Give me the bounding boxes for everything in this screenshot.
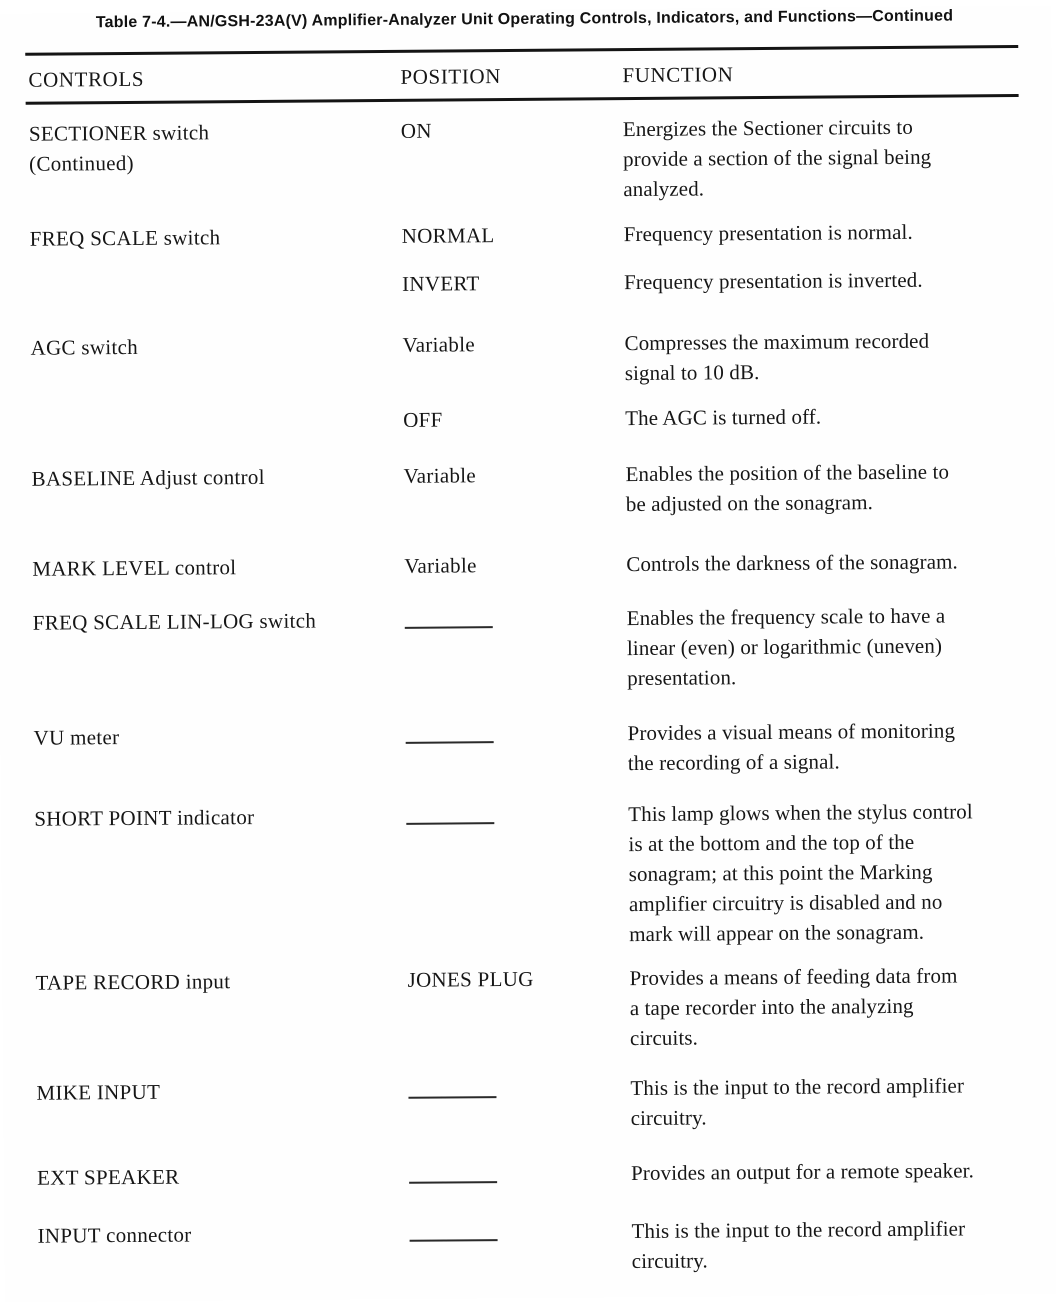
position-dash	[410, 1239, 498, 1242]
position-cell: NORMAL	[401, 223, 495, 248]
function-cell: Enables the frequency scale to have a linear (even) or logarithmic (uneven) presentation.	[626, 603, 946, 691]
position-cell: JONES PLUG	[407, 966, 534, 992]
table-row	[34, 796, 1028, 954]
control-cell	[30, 269, 402, 302]
control-cell: SECTIONER switch (Continued)	[28, 120, 210, 176]
function-cell: This is the input to the record amplifier circuitry.	[631, 1216, 966, 1274]
function-cell: Frequency presentation is inverted.	[623, 267, 923, 295]
table-top-rule	[25, 45, 1018, 56]
table-row	[30, 264, 1023, 302]
position-cell: Variable	[403, 463, 477, 488]
position-cell: ON	[400, 118, 432, 143]
control-cell: INPUT connector	[37, 1222, 192, 1248]
table-title: Table 7-4.—AN/GSH-23A(V) Amplifier-Analyzer Unit Operating Controls, Indicators, and Functions—Continued	[95, 7, 954, 32]
function-cell: This is the input to the record amplifier circuitry.	[630, 1073, 965, 1131]
position-cell	[409, 1216, 631, 1278]
function-cell: Enables the position of the baseline to be adjusted on the sonagram.	[625, 459, 950, 517]
table-row	[37, 1155, 1030, 1193]
position-cell	[405, 603, 628, 695]
position-cell: OFF	[403, 407, 443, 432]
function-cell: Energizes the Sectioner circuits to provide a section of the signal being analyzed.	[622, 114, 932, 202]
control-cell: VU meter	[33, 725, 120, 750]
function-cell: Frequency presentation is normal.	[623, 219, 913, 247]
column-header-function: FUNCTION	[622, 62, 734, 88]
control-cell: AGC switch	[30, 334, 139, 360]
position-cell	[405, 718, 627, 780]
function-cell: Provides a visual means of monitoring the recording of a signal.	[627, 718, 956, 776]
scanned-page	[0, 6, 1056, 1302]
control-cell: SHORT POINT indicator	[34, 805, 255, 831]
table-row	[33, 600, 1027, 698]
table-row	[36, 1070, 1029, 1138]
control-cell: FREQ SCALE LIN-LOG switch	[32, 608, 317, 635]
table-row	[35, 960, 1029, 1058]
table-row	[31, 456, 1024, 524]
control-cell: FREQ SCALE switch	[29, 225, 221, 251]
function-cell: Provides an output for a remote speaker.	[630, 1158, 974, 1186]
control-cell: MIKE INPUT	[36, 1079, 161, 1105]
position-cell	[406, 799, 629, 951]
position-dash	[406, 741, 494, 744]
position-cell	[409, 1158, 631, 1190]
control-cell: EXT SPEAKER	[36, 1164, 180, 1190]
column-header-position: POSITION	[400, 64, 502, 89]
column-header-controls: CONTROLS	[28, 66, 145, 92]
position-dash	[406, 822, 494, 825]
table-row	[30, 216, 1023, 254]
position-cell: Variable	[404, 553, 477, 578]
function-cell: Provides a means of feeding data from a tape recorder into the analyzing circuits.	[629, 963, 958, 1051]
function-cell: This lamp glows when the stylus control is at the bottom and the top of the sonagram; at this point the Marking amplifier circuitry is disabled and no mark will appear on the sonagram.	[628, 799, 973, 947]
position-dash	[408, 1096, 496, 1099]
table-body	[29, 111, 1031, 1281]
position-cell	[408, 1073, 630, 1135]
table-header-rule	[26, 94, 1019, 105]
control-cell: MARK LEVEL control	[32, 555, 237, 581]
control-cell: BASELINE Adjust control	[31, 464, 265, 491]
position-cell: INVERT	[401, 271, 480, 296]
function-cell: Compresses the maximum recorded signal to 10 dB.	[624, 328, 930, 386]
function-cell: The AGC is turned off.	[625, 404, 822, 431]
position-dash	[409, 1181, 497, 1184]
table-row	[29, 111, 1023, 209]
function-cell: Controls the darkness of the sonagram.	[626, 549, 958, 577]
table-row	[30, 325, 1023, 393]
control-cell	[31, 405, 403, 438]
table-row	[34, 715, 1027, 783]
control-cell: TAPE RECORD input	[35, 969, 231, 995]
position-cell: Variable	[402, 332, 476, 357]
position-dash	[405, 626, 493, 629]
table-row	[37, 1213, 1030, 1281]
table-header-row	[28, 57, 1021, 95]
table-row	[32, 546, 1025, 584]
table-row	[31, 400, 1024, 438]
